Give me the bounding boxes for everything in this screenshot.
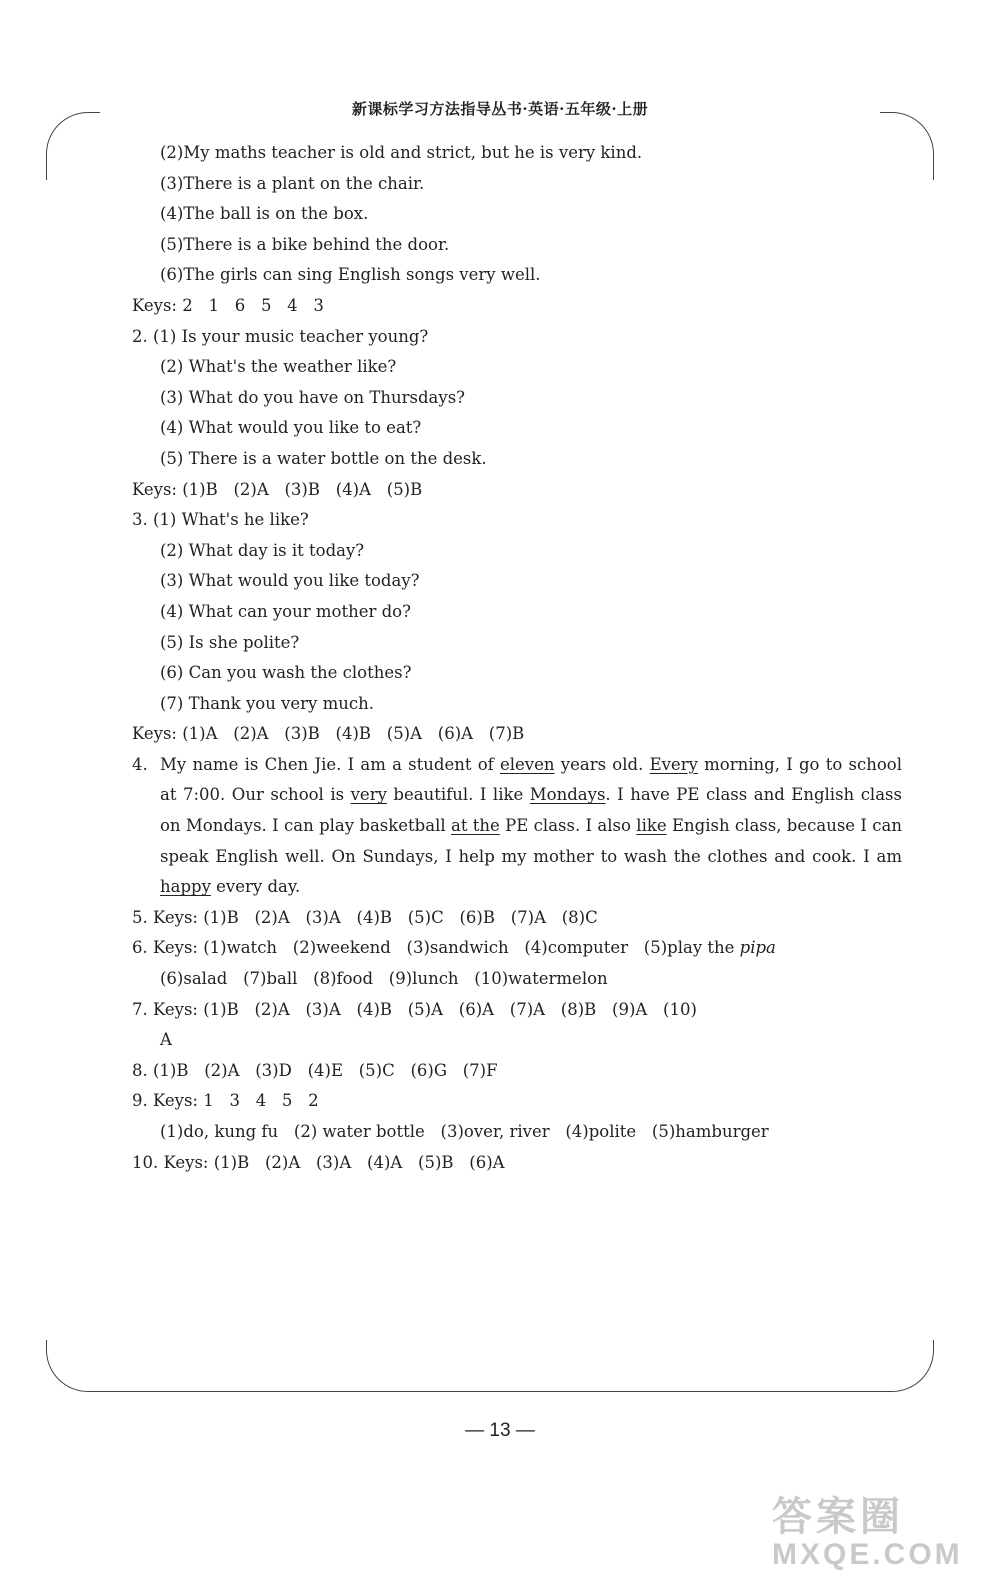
question-line: 3. (1) What's he like?: [132, 510, 309, 530]
underlined-word: like: [636, 816, 667, 836]
answer-keys: Keys: (1)B (2)A (3)B (4)A (5)B: [132, 479, 423, 499]
underlined-word: happy: [160, 877, 211, 897]
question-line: 2. (1) Is your music teacher young?: [132, 326, 429, 346]
answer-keys: 5. Keys: (1)B (2)A (3)A (4)B (5)C (6)B (7)A (8)C: [132, 907, 598, 927]
question-line: (3) What do you have on Thursdays?: [160, 387, 466, 407]
section-number: 4.: [132, 754, 148, 774]
answer-keys: 9. Keys: 1 3 4 5 2: [132, 1091, 319, 1111]
passage-text: beautiful. I like: [386, 785, 530, 805]
question-line: (6) Can you wash the clothes?: [160, 663, 412, 683]
passage-text: morning, I go to school at 7:00. Our school is: [160, 754, 902, 805]
sentence-line: (2)My maths teacher is old and strict, but he is very kind.: [160, 143, 643, 162]
passage-paragraph: [132, 750, 902, 903]
answer-keys-text: 6. Keys: (1)watch (2)weekend (3)sandwich (4)computer (5)play the: [132, 938, 740, 958]
frame-gap: [926, 180, 940, 1340]
question-line: (4) What can your mother do?: [160, 601, 411, 621]
passage-text: My name is Chen Jie. I am a student of: [160, 754, 500, 774]
passage-text: every day.: [210, 877, 301, 897]
page-number: — 13 —: [465, 1420, 535, 1441]
question-line: (3) What would you like today?: [160, 571, 420, 591]
underlined-word: very: [350, 785, 387, 805]
book-series-header: 新课标学习方法指导丛书·英语·五年级·上册: [351, 100, 649, 118]
site-watermark: [772, 1485, 987, 1585]
sentence-line: (4)The ball is on the box.: [160, 204, 369, 224]
watermark-logo-text: 答案圈: [772, 1495, 904, 1539]
passage-text: PE class. I also: [499, 816, 637, 836]
question-line: (5) There is a water bottle on the desk.: [160, 448, 487, 468]
answer-content: [132, 138, 902, 1178]
answer-keys: Keys: (1)A (2)A (3)B (4)B (5)A (6)A (7)B: [132, 724, 525, 744]
answer-keys: (6)salad (7)ball (8)food (9)lunch (10)watermelon: [160, 969, 608, 989]
sentence-line: (5)There is a bike behind the door.: [160, 234, 450, 254]
passage-text: years old.: [554, 754, 650, 774]
answer-keys: Keys: 2 1 6 5 4 3: [132, 295, 324, 315]
answer-keys: 8. (1)B (2)A (3)D (4)E (5)C (6)G (7)F: [132, 1060, 498, 1080]
question-line: (2) What's the weather like?: [160, 357, 397, 377]
question-line: (5) Is she polite?: [160, 632, 300, 652]
question-line: (2) What day is it today?: [160, 540, 365, 560]
answer-keys: 10. Keys: (1)B (2)A (3)A (4)A (5)B (6)A: [132, 1152, 505, 1172]
question-line: (7) Thank you very much.: [160, 693, 375, 713]
underlined-word: Every: [649, 754, 698, 774]
italic-word: pipa: [739, 938, 776, 958]
sentence-line: (3)There is a plant on the chair.: [160, 173, 425, 193]
underlined-word: Mondays: [529, 785, 606, 805]
answer-keys: (1)do, kung fu (2) water bottle (3)over, river (4)polite (5)hamburger: [160, 1122, 769, 1141]
passage-text: Engish class, because I can speak English well. On Sundays, I help my mother to wash the clothes and cook. I am: [160, 816, 902, 866]
answer-keys: [132, 933, 902, 964]
watermark-url: MXQE.COM: [772, 1538, 963, 1571]
frame-gap: [40, 180, 54, 1340]
sentence-line: (6)The girls can sing English songs very well.: [160, 265, 541, 285]
question-line: (4) What would you like to eat?: [160, 418, 422, 438]
underlined-word: at the: [450, 816, 500, 836]
passage-text: . I have PE class and English class on Mondays. I can play basketball: [160, 785, 902, 836]
answer-keys: A: [160, 1030, 172, 1050]
underlined-word: eleven: [500, 754, 555, 774]
answer-keys: 7. Keys: (1)B (2)A (3)A (4)B (5)A (6)A (7)A (8)B (9)A (10): [132, 999, 697, 1019]
